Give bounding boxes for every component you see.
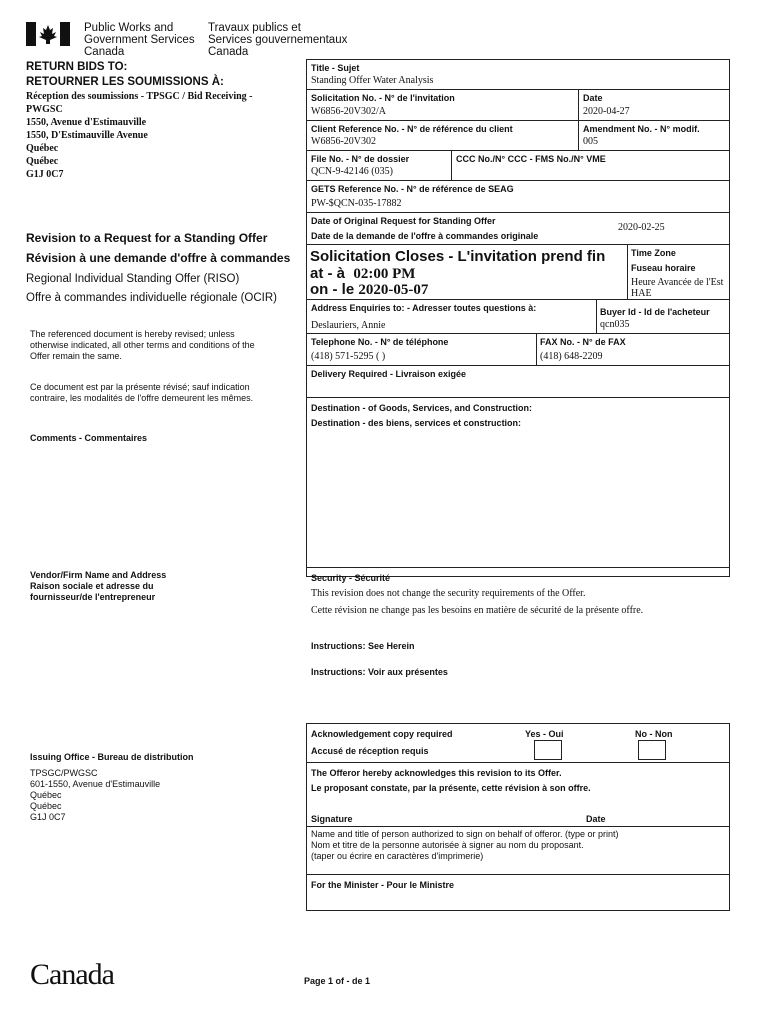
security-en: This revision does not change the security requirements of the Offer. (311, 588, 586, 599)
ack-label-en: Acknowledgement copy required (311, 729, 453, 739)
offeror-ack-en: The Offeror hereby acknowledges this revision to its Offer. (311, 768, 562, 778)
revision-title-fr: Révision à une demande d'offre à commandes (26, 251, 291, 265)
dept-name-fr (208, 22, 347, 58)
instructions-fr: Instructions: Voir aux présentes (311, 667, 448, 677)
name-title-instructions (311, 829, 619, 862)
tz-label-en: Time Zone (631, 248, 676, 258)
client-ref-value: W6856-20V302 (311, 136, 376, 147)
name-title-line: (taper ou écrire en caractères d'imprimerie) (311, 851, 484, 861)
security-fr: Cette révision ne change pas les besoins en matière de sécurité de la présente offre. (311, 605, 644, 616)
enquiries-label: Address Enquiries to: - Adresser toutes questions à: (311, 303, 537, 313)
issuing-address-line: G1J 0C7 (30, 812, 66, 822)
phone-value: (418) 571-5295 ( ) (311, 351, 386, 362)
canada-flag-icon (26, 22, 70, 46)
address-line: Québec (26, 156, 59, 167)
riso-fr: Offre à commandes individuelle régionale (OCIR) (26, 292, 277, 304)
canada-wordmark-text: Canada (30, 958, 114, 991)
canada-wordmark (30, 958, 114, 992)
solicitation-value: W6856-20V302/A (311, 106, 386, 117)
name-title-line: Nom et titre de la personne autorisée à signer au nom du proposant. (311, 840, 584, 850)
destination-en: Destination - of Goods, Services, and Construction: (311, 403, 533, 413)
vendor-label: Raison sociale et adresse du (30, 581, 154, 591)
bid-receiving-address (26, 90, 288, 181)
solicitation-closes: Solicitation Closes - L'invitation prend fin (310, 248, 606, 265)
no-checkbox[interactable] (638, 740, 666, 760)
closes-on-prefix: on - le (310, 281, 355, 298)
dept-fr-line: Travaux publics et (208, 22, 301, 34)
issuing-address-line: Québec (30, 790, 62, 800)
file-value: QCN-9-42146 (035) (311, 166, 393, 177)
client-ref-label: Client Reference No. - N° de référence du client (311, 124, 513, 134)
instructions-en: Instructions: See Herein (311, 641, 415, 651)
issuing-address-line: TPSGC/PWGSC (30, 768, 98, 778)
revision-note-en: The referenced document is hereby revised; unless otherwise indicated, all other terms and conditions of the Offer remain the same. (30, 329, 255, 361)
title-value: Standing Offer Water Analysis (311, 75, 434, 86)
date-value: 2020-04-27 (583, 106, 630, 117)
offeror-ack-fr: Le proposant constate, par la présente, cette révision à son offre. (311, 783, 591, 793)
fax-label: FAX No. - N° de FAX (540, 337, 626, 347)
file-label: File No. - N° de dossier (311, 154, 410, 164)
destination-fr: Destination - des biens, services et construction: (311, 418, 522, 428)
buyer-label: Buyer Id - Id de l'acheteur (600, 307, 710, 317)
dept-fr-line: Canada (208, 46, 249, 58)
vendor-block (30, 570, 166, 603)
dept-en-line: Government Services (84, 34, 195, 46)
dept-en-line: Canada (84, 46, 125, 58)
signature-date-label: Date (586, 814, 606, 824)
orig-date-label-fr: Date de la demande de l'offre à commandes originale (311, 231, 539, 241)
address-line: 1550, Avenue d'Estimauville (26, 117, 147, 128)
revision-note-fr: Ce document est par la présente révisé; sauf indication contraire, les modalités de l'offre demeurent les mêmes. (30, 382, 254, 403)
issuing-office-title: Issuing Office - Bureau de distribution (30, 752, 194, 762)
address-line: Québec (26, 143, 59, 154)
dept-name-en (84, 22, 195, 58)
buyer-value: qcn035 (600, 319, 630, 330)
title-label: Title - Sujet (311, 63, 360, 73)
amendment-value: 005 (583, 136, 598, 147)
issuing-address-line: 601-1550, Avenue d'Estimauville (30, 779, 161, 789)
comments-label: Comments - Commentaires (30, 433, 148, 443)
amendment-label: Amendment No. - N° modif. (583, 124, 700, 134)
riso-en: Regional Individual Standing Offer (RISO) (26, 273, 240, 285)
gets-label: GETS Reference No. - N° de référence de SEAG (311, 184, 514, 194)
security-label: Security - Sécurité (311, 573, 391, 583)
return-bids-fr: RETOURNER LES SOUMISSIONS À: (26, 76, 224, 88)
closes-date: 2020-05-07 (358, 282, 429, 298)
yes-label: Yes - Oui (525, 729, 564, 739)
issuing-address-line: Québec (30, 801, 62, 811)
no-label: No - Non (635, 729, 673, 739)
orig-date-value: 2020-02-25 (618, 222, 665, 233)
minister-label: For the Minister - Pour le Ministre (311, 880, 455, 890)
ccc-label: CCC No./N° CCC - FMS No./N° VME (456, 154, 606, 164)
page-number: Page 1 of - de 1 (304, 976, 371, 986)
solicitation-label: Solicitation No. - N° de l'invitation (311, 93, 455, 103)
return-bids-en: RETURN BIDS TO: (26, 61, 128, 73)
fax-value: (418) 648-2209 (540, 351, 603, 362)
ack-label-fr: Accusé de réception requis (311, 746, 429, 756)
address-line: Réception des soumissions - TPSGC / Bid Receiving - PWGSC (26, 91, 253, 115)
dept-en-line: Public Works and (84, 22, 174, 34)
closes-date-row (310, 281, 428, 299)
tz-value: Heure Avancée de l'Est HAE (631, 277, 724, 298)
revision-title-en: Revision to a Request for a Standing Offer (26, 231, 268, 245)
issuing-office-address (30, 768, 160, 823)
address-line: 1550, D'Estimauville Avenue (26, 130, 148, 141)
orig-date-label-en: Date of Original Request for Standing Offer (311, 216, 496, 226)
address-line: G1J 0C7 (26, 169, 64, 180)
enquiries-value: Deslauriers, Annie (311, 320, 386, 331)
delivery-label: Delivery Required - Livraison exigée (311, 369, 467, 379)
date-label: Date (583, 93, 603, 103)
closes-at-prefix: at - à (310, 265, 346, 282)
yes-checkbox[interactable] (534, 740, 562, 760)
phone-label: Telephone No. - N° de téléphone (311, 337, 449, 347)
closes-time: 02:00 PM (353, 266, 416, 282)
gets-value: PW-$QCN-035-17882 (311, 198, 402, 209)
signature-label: Signature (311, 814, 353, 824)
vendor-label: Vendor/Firm Name and Address (30, 570, 167, 580)
name-title-line: Name and title of person authorized to sign on behalf of offeror. (type or print) (311, 829, 619, 839)
tz-label-fr: Fuseau horaire (631, 263, 696, 273)
vendor-label: fournisseur/de l'entrepreneur (30, 592, 156, 602)
dept-fr-line: Services gouvernementaux (208, 34, 348, 46)
